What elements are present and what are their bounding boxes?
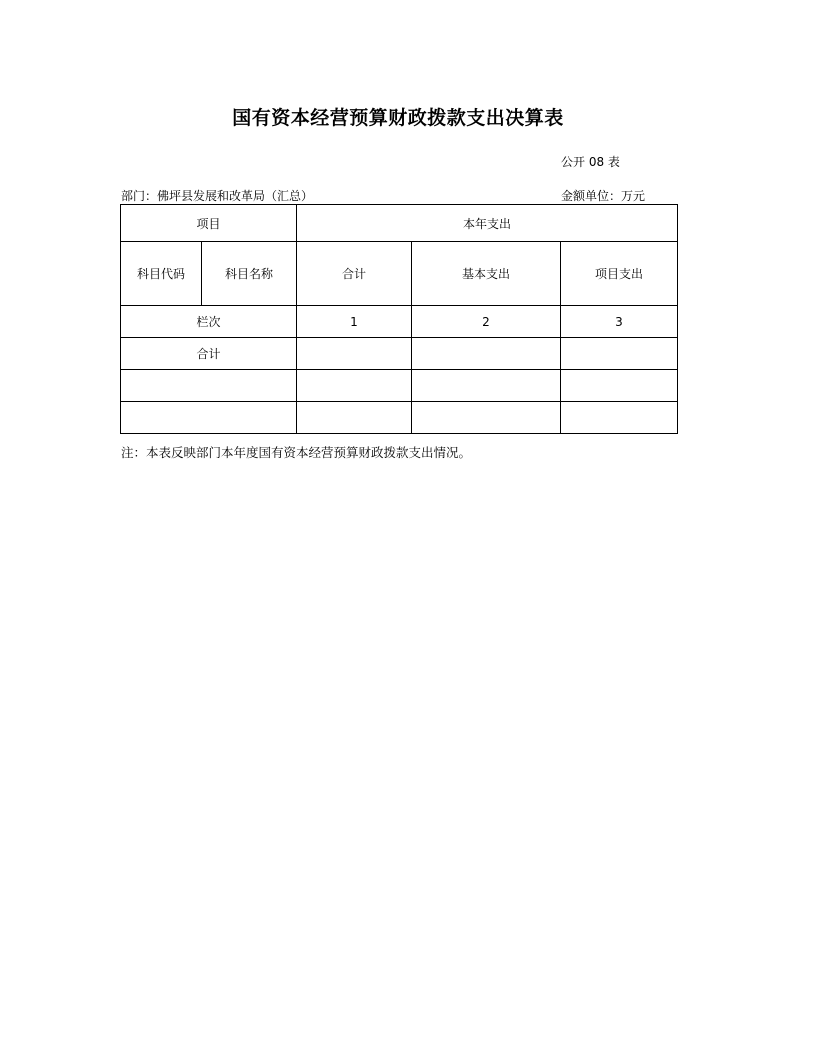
expense-table: [120, 204, 678, 434]
total-row-label: 合计: [121, 338, 297, 370]
table-row: [121, 402, 678, 434]
column-index-row: [121, 306, 678, 338]
table-row-subject: [121, 402, 297, 434]
form-number: 公开 08 表: [561, 155, 620, 169]
table-row-basic: [412, 402, 561, 434]
unit-label: 金额单位：万元: [561, 189, 646, 203]
header-total: 合计: [297, 242, 412, 306]
header-row-1: [121, 205, 678, 242]
table-row-project: [561, 402, 678, 434]
department-label: 部门：佛坪县发展和改革局（汇总）: [121, 189, 314, 203]
report-title: 国有资本经营预算财政拨款支出决算表: [232, 107, 564, 129]
total-row-total: [297, 338, 412, 370]
total-row-project: [561, 338, 678, 370]
header-basic-expense: 基本支出: [412, 242, 561, 306]
total-row: [121, 338, 678, 370]
header-row-2: [121, 242, 678, 306]
table-row-total: [297, 370, 412, 402]
column-index-3: 3: [561, 306, 678, 338]
header-subject-name: 科目名称: [202, 242, 297, 306]
column-index-label: 栏次: [121, 306, 297, 338]
table-row-project: [561, 370, 678, 402]
header-subject-code: 科目代码: [121, 242, 202, 306]
table-row: [121, 370, 678, 402]
header-item: 项目: [121, 205, 297, 242]
table-row-subject: [121, 370, 297, 402]
column-index-2: 2: [412, 306, 561, 338]
header-current-year-expense: 本年支出: [297, 205, 678, 242]
header-project-expense: 项目支出: [561, 242, 678, 306]
footnote: 注：本表反映部门本年度国有资本经营预算财政拨款支出情况。: [121, 445, 472, 460]
table-row-basic: [412, 370, 561, 402]
column-index-1: 1: [297, 306, 412, 338]
total-row-basic: [412, 338, 561, 370]
table-row-total: [297, 402, 412, 434]
